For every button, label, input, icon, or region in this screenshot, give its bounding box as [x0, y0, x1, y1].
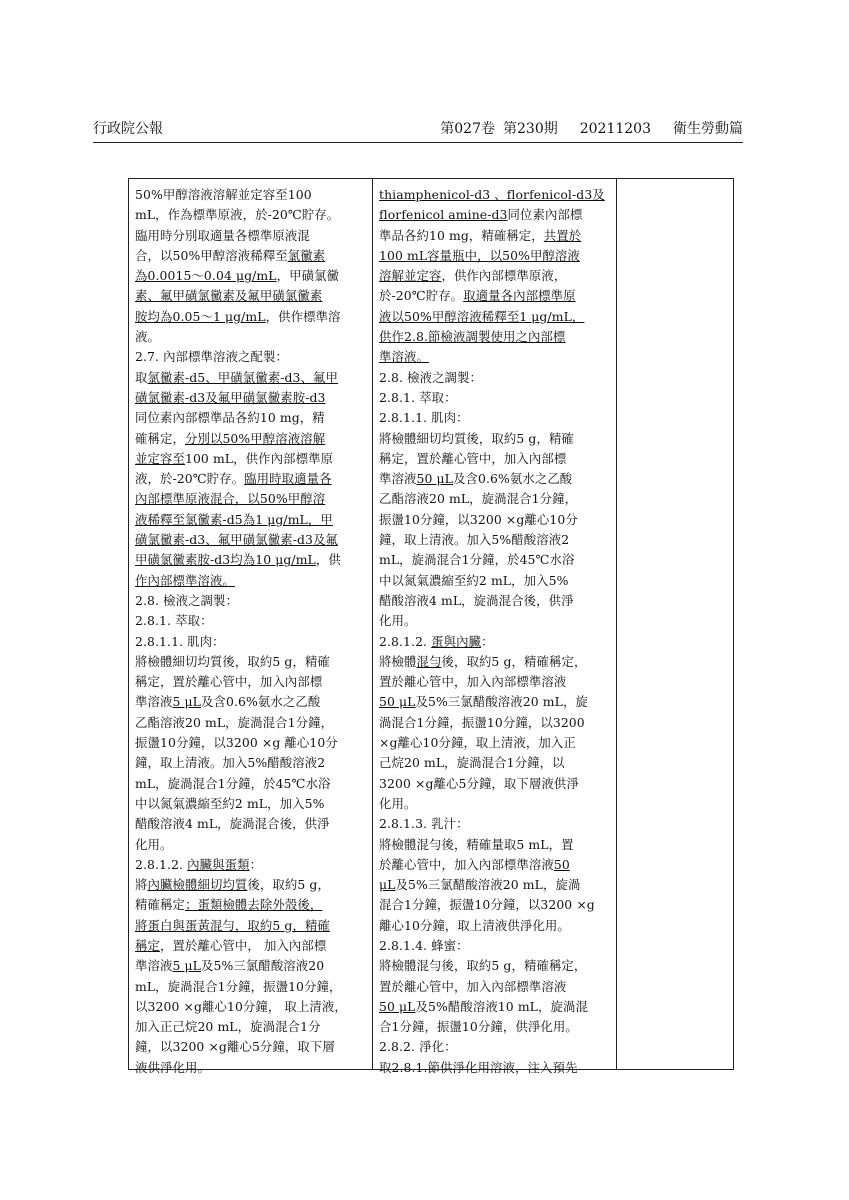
text-segment: 加入正己烷20 mL，旋渦混合1分 [135, 1019, 321, 1035]
text-segment: ，甲磺氯黴 [276, 268, 340, 284]
underlined-text: 液稀釋至氯黴素-d5為1 μg/mL，甲 [135, 511, 333, 527]
text-line [135, 835, 368, 855]
text-segment: 2.7. 內部標準溶液之配製： [135, 349, 288, 365]
text-line [379, 469, 612, 489]
text-segment: 2.8.1. 萃取： [379, 389, 457, 405]
text-line [135, 794, 368, 814]
underlined-text: ；蛋類檢體去除外殼後， [184, 897, 323, 913]
text-line [135, 936, 368, 956]
text-segment: ，置於離心管中， 加入內部標 [159, 937, 327, 953]
text-line [379, 895, 612, 915]
underlined-text: 準溶液。 [379, 349, 429, 365]
text-line [379, 205, 612, 225]
publisher-name: 行政院公報 [93, 121, 163, 137]
text-segment: 取 [135, 369, 148, 385]
text-line [379, 652, 612, 672]
text-segment: 2.8.1.1. 肌肉： [379, 410, 469, 426]
text-line [379, 368, 612, 388]
text-line [379, 916, 612, 936]
text-segment: 鐘，取上清液。加入5%醋酸溶液2 [379, 532, 570, 548]
underlined-text: 分別以50%甲醇溶液溶解 [184, 430, 326, 446]
text-line [379, 327, 612, 347]
text-line [135, 368, 368, 388]
text-segment: 於-20℃貯存。 [379, 288, 464, 304]
text-segment: mL，旋渦混合1分鐘，於45℃水浴 [135, 775, 331, 791]
text-segment: 確稱定， [135, 430, 185, 446]
text-segment: ，供作內部標準原液， [441, 268, 567, 284]
text-segment: 將檢體細切均質後，取約5 g，精確 [135, 653, 330, 669]
text-segment: 振盪10分鐘，以3200 ×g離心10分 [379, 511, 578, 527]
text-line [135, 307, 368, 327]
text-segment: ，供 [315, 552, 341, 568]
underlined-text: 內臟檢體細切均質 [147, 877, 248, 893]
text-line [135, 713, 368, 733]
text-line [379, 672, 612, 692]
text-line [135, 916, 368, 936]
text-segment: 己烷20 mL，旋渦混合1分鐘，以 [379, 755, 565, 771]
text-line [379, 408, 612, 428]
text-segment: 置於離心管中，加入內部標準溶液 [379, 674, 567, 690]
text-line [379, 429, 612, 449]
text-line [135, 814, 368, 834]
text-segment: ，供作標準溶 [265, 308, 341, 324]
text-line [379, 226, 612, 246]
text-segment: 乙酯溶液20 mL，旋渦混合1分鐘， [135, 714, 334, 730]
text-line [379, 774, 612, 794]
underlined-text: 50 μL [379, 998, 416, 1014]
text-line [135, 774, 368, 794]
text-line [379, 530, 612, 550]
text-line [379, 388, 612, 408]
text-segment: 100 mL，供作內部標準原 [184, 450, 334, 466]
text-line [379, 185, 612, 205]
text-segment: 醋酸溶液4 mL，旋渦混合後，供淨 [379, 592, 574, 608]
text-segment: 合1分鐘，振盪10分鐘，供淨化用。 [379, 1019, 578, 1035]
underlined-text: 素、氟甲磺氯黴素及氟甲磺氯黴素 [135, 288, 323, 304]
text-segment: 2.8.2. 淨化： [379, 1039, 457, 1055]
underlined-text: 臨用時取適量各 [244, 471, 332, 487]
text-line [379, 794, 612, 814]
text-segment: 液。 [135, 329, 160, 345]
underlined-text: 內部標準原液混合，以50%甲醇溶 [135, 491, 326, 507]
text-line [135, 692, 368, 712]
text-line [379, 692, 612, 712]
text-line [379, 611, 612, 631]
text-line [135, 571, 368, 591]
underlined-text: 氯黴素-d5、甲磺氯黴素-d3、氟甲 [147, 369, 338, 385]
text-line [135, 510, 368, 530]
text-segment: 中以氮氣濃縮至約2 mL，加入5% [135, 795, 325, 811]
text-line [379, 591, 612, 611]
text-segment: 於離心管中，加入內部標準溶液 [379, 856, 554, 872]
text-line [135, 205, 368, 225]
text-segment: 50%甲醇溶液溶解並定容至100 [135, 187, 312, 202]
volume-number: 第027卷 [440, 121, 495, 137]
text-segment: 及5%三氯醋酸溶液20 mL，旋渦 [395, 877, 581, 893]
text-segment: 準溶液 [135, 958, 173, 974]
amended-text-column [129, 179, 373, 1075]
remarks-column [617, 179, 735, 1069]
text-line [379, 875, 612, 895]
text-segment: 3200 ×g離心5分鐘，取下層液供淨 [379, 775, 579, 791]
text-line [135, 266, 368, 286]
text-line [135, 530, 368, 550]
text-line [135, 347, 368, 367]
text-segment: 及5%三氯醋酸溶液20 [201, 958, 325, 974]
text-segment: 2.8.1.2. [379, 633, 432, 649]
underlined-text: 溶解並定容 [379, 268, 442, 284]
text-line [379, 571, 612, 591]
issue-info [418, 118, 743, 140]
underlined-text: 磺氯黴素-d3、氟甲磺氯黴素-d3及氟 [135, 532, 338, 548]
text-segment: 2.8.1.1. 肌肉： [135, 633, 225, 649]
text-segment: 鐘，以3200 ×g離心5分鐘，取下層 [135, 1039, 335, 1055]
text-line [379, 632, 612, 652]
text-segment: mL，作為標準原液，於-20℃貯存。 [135, 207, 340, 223]
text-segment: 振盪10分鐘，以3200 ×g 離心10分 [135, 735, 338, 751]
text-line [135, 286, 368, 306]
original-text-column [373, 179, 617, 1075]
underlined-text: μL [379, 877, 396, 893]
underlined-text: 甲磺氯黴素胺-d3均為10 μg/mL [135, 552, 316, 568]
text-line [135, 753, 368, 773]
text-segment: 2.8.1.4. 蜂蜜： [379, 937, 469, 953]
text-segment: 2.8.1.3. 乳汁： [379, 816, 469, 832]
text-segment: 2.8.1. 萃取： [135, 613, 213, 629]
text-line [135, 489, 368, 509]
text-segment: 化用。 [135, 836, 173, 852]
text-segment: mL，旋渦混合1分鐘，於45℃水浴 [379, 552, 575, 568]
text-line [379, 713, 612, 733]
text-line [379, 510, 612, 530]
text-segment: 將檢體混勻後，取約5 g，精確稱定， [379, 958, 587, 974]
text-line [379, 733, 612, 753]
text-segment: 化用。 [379, 613, 417, 629]
text-segment: 及5%三氯醋酸溶液20 mL，旋 [415, 694, 588, 710]
text-line [135, 895, 368, 915]
text-line [135, 388, 368, 408]
text-line [135, 977, 368, 997]
text-segment: 同位素內部標 [507, 207, 583, 223]
text-line [135, 246, 368, 266]
text-line [135, 1037, 368, 1057]
underlined-text: 胺均為0.05～1 μg/mL [135, 308, 266, 324]
text-segment: 及5%醋酸溶液10 mL，旋渦混 [415, 998, 588, 1014]
text-segment: ： [249, 856, 263, 872]
text-line [135, 672, 368, 692]
text-segment: 液，於-20℃貯存。 [135, 471, 245, 487]
text-segment: 稱定，置於離心管中，加入內部標 [135, 674, 323, 690]
text-segment: 置於離心管中，加入內部標準溶液 [379, 978, 567, 994]
text-line [379, 1058, 612, 1078]
underlined-text: 5 μL [172, 694, 201, 710]
text-segment: 渦混合1分鐘，振盪10分鐘，以3200 [379, 714, 585, 730]
text-line [379, 814, 612, 834]
text-line [379, 489, 612, 509]
text-segment: 及含0.6%氨水之乙酸 [452, 471, 573, 487]
section-name: 衛生勞動篇 [673, 121, 743, 137]
underlined-text: florfenicol amine-d3 [379, 207, 508, 223]
text-line [379, 753, 612, 773]
text-line [135, 733, 368, 753]
text-segment: 2.8. 檢液之調製： [379, 369, 483, 385]
text-segment: ×g離心10分鐘，取上清液，加入正 [379, 735, 576, 751]
text-line [379, 1017, 612, 1037]
text-segment: 準溶液 [379, 471, 417, 487]
text-line [135, 591, 368, 611]
text-segment: 醋酸溶液4 mL，旋渦混合後，供淨 [135, 816, 330, 832]
text-segment: 2.8.1.2. [135, 856, 188, 872]
text-segment: 後，取約5 g，精確稱定， [441, 653, 587, 669]
text-segment: 將檢體 [379, 653, 417, 669]
text-segment: 及含0.6%氨水之乙酸 [201, 694, 321, 710]
text-segment: 準溶液 [135, 694, 173, 710]
text-line [135, 185, 368, 205]
text-segment: mL，旋渦混合1分鐘，振盪10分鐘， [135, 978, 342, 994]
text-segment: 中以氮氣濃縮至約2 mL，加入5% [379, 572, 569, 588]
text-segment: 精確稱定 [135, 897, 185, 913]
underlined-text: 100 mL容量瓶中，以50%甲醇溶液 [379, 247, 580, 263]
underlined-text: 氯黴素 [287, 247, 326, 263]
underlined-text: thiamphenicol-d3 、florfenicol-d3及 [379, 187, 605, 202]
text-line [135, 429, 368, 449]
text-line [379, 449, 612, 469]
underlined-text: 5 μL [172, 958, 201, 974]
underlined-text: 稱定 [135, 937, 160, 953]
text-line [135, 550, 368, 570]
issue-number: 第230期 [503, 121, 558, 137]
text-line [379, 1037, 612, 1057]
text-segment: 2.8. 檢液之調製： [135, 592, 239, 608]
text-line [379, 550, 612, 570]
underlined-text: 蛋與內臟 [431, 633, 482, 649]
text-segment: 稱定，置於離心管中，加入內部標 [379, 450, 567, 466]
underlined-text: 為0.0015～0.04 μg/mL [135, 268, 277, 284]
text-line [379, 936, 612, 956]
text-line [135, 875, 368, 895]
underlined-text: 50 μL [416, 471, 453, 487]
text-line [379, 997, 612, 1017]
text-segment: 後，取約5 g， [247, 877, 330, 893]
underlined-text: 將蛋白與蛋黃混勻，取約5 g，精確 [135, 917, 330, 933]
text-line [135, 469, 368, 489]
text-line [379, 977, 612, 997]
text-segment: 取2.8.1.節供淨化用溶液，注入預先 [379, 1059, 578, 1075]
text-line [135, 408, 368, 428]
text-line [379, 286, 612, 306]
underlined-text: 50 μL [379, 694, 416, 710]
underlined-text: 作內部標準溶液。 [135, 572, 235, 588]
text-line [135, 632, 368, 652]
text-segment: 將檢體細切均質後，取約5 g，精確 [379, 430, 574, 446]
text-line [379, 855, 612, 875]
text-segment: 準品各約10 mg，精確稱定， [379, 227, 544, 243]
text-line [379, 266, 612, 286]
text-line [135, 611, 368, 631]
text-line [135, 997, 368, 1017]
text-line [379, 246, 612, 266]
text-segment: ： [481, 633, 494, 649]
text-line [379, 307, 612, 327]
text-segment: 乙酯溶液20 mL，旋渦混合1分鐘， [379, 491, 578, 507]
text-segment: 離心10分鐘，取上清液供淨化用。 [379, 917, 570, 933]
text-segment: 鐘，取上清液。加入5%醋酸溶液2 [135, 755, 326, 771]
text-segment: 臨用時分別取適量各標準原液混 [135, 227, 310, 243]
text-segment: 混合1分鐘，振盪10分鐘，以3200 ×g [379, 897, 595, 913]
underlined-text: 混勻 [416, 653, 442, 669]
text-segment: 合，以50%甲醇溶液稀釋至 [135, 247, 288, 263]
header-rule [93, 142, 743, 143]
text-segment: 液供淨化用。 [135, 1059, 210, 1075]
text-line [135, 449, 368, 469]
underlined-text: 並定容至 [135, 450, 185, 466]
text-line [379, 835, 612, 855]
text-line [379, 347, 612, 367]
text-line [135, 1058, 368, 1078]
text-segment: 以3200 ×g離心10分鐘， 取上清液， [135, 998, 347, 1014]
publication-date: 20211203 [579, 121, 651, 137]
text-segment: 同位素內部標準品各約10 mg，精 [135, 410, 325, 426]
text-segment: 將 [135, 877, 148, 893]
text-line [135, 855, 368, 875]
text-line [135, 327, 368, 347]
underlined-text: 50 [553, 856, 570, 872]
text-line [135, 226, 368, 246]
text-line [135, 652, 368, 672]
underlined-text: 供作2.8.節檢液調製使用之內部標 [379, 329, 566, 345]
text-line [135, 956, 368, 976]
text-line [135, 1017, 368, 1037]
underlined-text: 內臟與蛋類 [187, 856, 250, 872]
page-header [93, 118, 743, 140]
text-segment: 將檢體混勻後，精確量取5 mL，置 [379, 836, 574, 852]
underlined-text: 磺氯黴素-d3及氟甲磺氯黴素胺-d3 [135, 389, 326, 405]
text-segment: 化用。 [379, 795, 417, 811]
underlined-text: 取適量各內部標準原 [463, 288, 576, 304]
underlined-text: 共置於 [543, 227, 582, 243]
comparison-table [128, 178, 734, 1075]
text-line [379, 956, 612, 976]
underlined-text: 液以50%甲醇溶液稀釋至1 μg/mL， [379, 308, 585, 324]
